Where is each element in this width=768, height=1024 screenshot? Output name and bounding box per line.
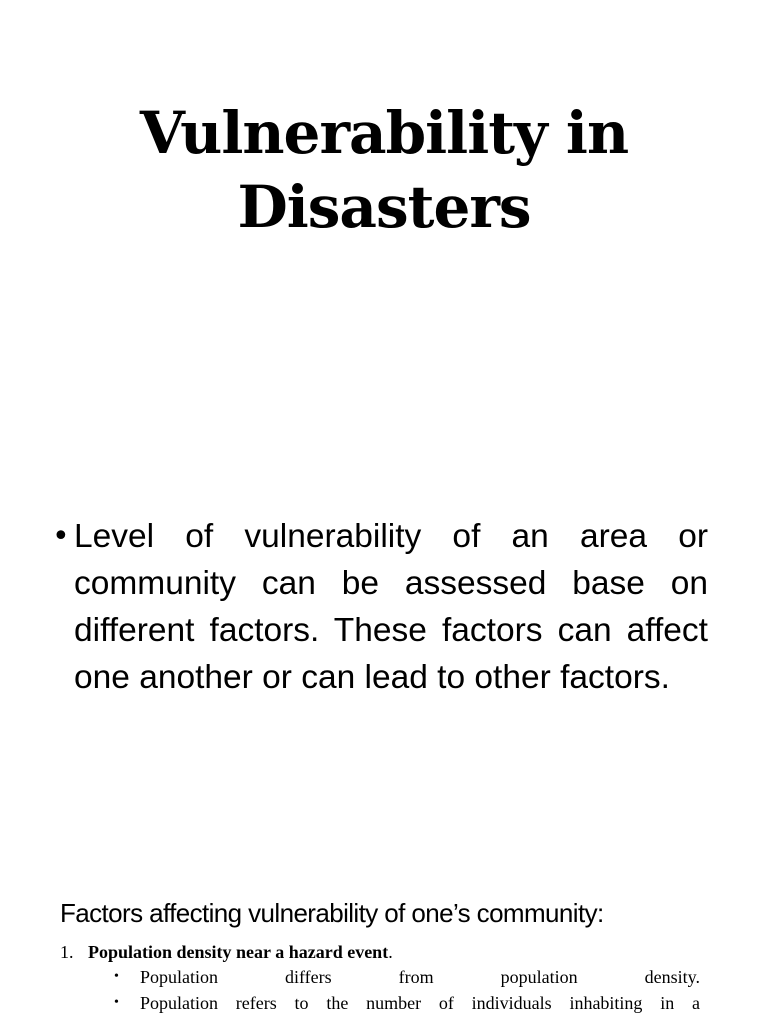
sub-item [114, 990, 700, 1016]
factor-number: 1. [60, 942, 74, 962]
factor-list [60, 940, 700, 1016]
title-line-2: Disasters [237, 173, 531, 241]
factor-suffix: . [388, 942, 393, 962]
factor-item [60, 940, 700, 1016]
slide-title [0, 96, 768, 244]
sub-item-text: Population differs from population density. [140, 967, 700, 987]
sub-item-text: Population refers to the number of individuals inhabiting in a [140, 993, 700, 1013]
factor-name: Population density near a hazard event [88, 942, 389, 962]
sub-bullet-marker: • [114, 969, 119, 984]
bullet-text: Level of vulnerability of an area or community can be assessed base on different factors. These factors can affect one another or can lead to other factors. [74, 518, 708, 696]
sub-item [114, 964, 700, 990]
title-line-1: Vulnerability in [139, 99, 629, 167]
bullet-slide [0, 420, 768, 860]
factors-slide [0, 860, 768, 1024]
factor-sub-list [60, 964, 700, 1016]
bullet-item [52, 513, 708, 701]
bullet-marker: • [52, 519, 70, 554]
title-slide [0, 0, 768, 420]
sub-bullet-marker: • [114, 995, 119, 1010]
factors-heading: Factors affecting vulnerability of one’s community: [60, 898, 604, 928]
